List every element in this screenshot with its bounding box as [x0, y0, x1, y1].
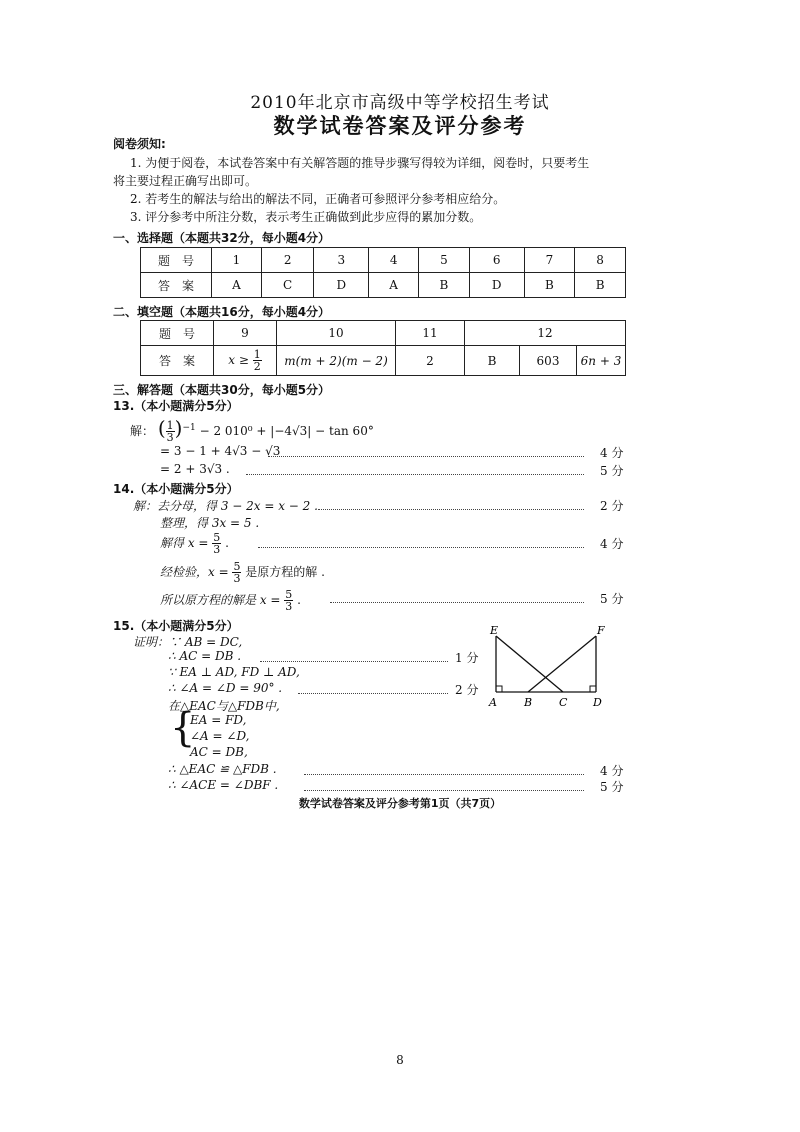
dot-leader	[258, 547, 584, 548]
score-label: 4 分	[600, 446, 624, 460]
answer-cell: A	[212, 273, 262, 298]
proof-line-5: 在△EAC与△FDB中,	[168, 699, 280, 713]
right-angle-mark-d	[590, 686, 596, 692]
dot-leader	[298, 693, 448, 694]
fraction-denominator: 3	[285, 600, 293, 613]
point-label-d: D	[593, 696, 602, 709]
answer-cell-11: 2	[396, 346, 465, 376]
left-brace: {	[170, 705, 196, 751]
question-number: 8	[575, 248, 626, 273]
problem-14-step-4	[160, 560, 325, 584]
problem-13-expression	[130, 417, 374, 443]
answer-cell: B	[524, 273, 575, 298]
answer-cell: B	[419, 273, 470, 298]
problem-13-step-2: = 3 − 1 + 4√3 − √3	[160, 444, 281, 458]
fraction-numerator: 5	[213, 531, 221, 544]
dot-leader	[318, 509, 584, 510]
problem-13-label: 13.（本小题满分5分）	[113, 399, 239, 413]
answer-cell: B	[575, 273, 626, 298]
question-number: 3	[314, 248, 369, 273]
exponent: −1	[182, 423, 196, 433]
answer-cell: D	[314, 273, 369, 298]
section-1-heading: 一、选择题（本题共32分，每小题4分）	[113, 231, 331, 245]
score-label: 4 分	[600, 537, 624, 551]
note-item-2: 2. 若考生的解法与给出的解法不同，正确者可参照评分参考相应给分。	[130, 192, 506, 206]
question-number: 12	[465, 321, 626, 346]
table-row	[141, 346, 626, 376]
table-row	[141, 321, 626, 346]
fraction	[166, 420, 175, 443]
segment-fb	[528, 636, 596, 692]
section-3-heading: 三、解答题（本题共30分，每小题5分）	[113, 383, 331, 397]
left-paren: (	[157, 416, 166, 440]
fraction-denominator: 2	[253, 360, 261, 373]
question-number: 9	[214, 321, 277, 346]
fraction-numerator: 1	[253, 348, 261, 361]
point-label-c: C	[559, 696, 568, 709]
problem-13-step-3: = 2 + 3√3 .	[160, 462, 230, 476]
proof-line-7: ∴ ∠ACE = ∠DBF .	[168, 778, 279, 792]
fraction	[232, 561, 241, 584]
score-label: 2 分	[600, 499, 624, 513]
document-subtitle: 数学试卷答案及评分参考	[273, 113, 527, 138]
note-item-1-cont: 将主要过程正确写出即可。	[113, 174, 258, 188]
dot-leader	[330, 602, 584, 603]
exam-title: 2010年北京市高级中等学校招生考试	[250, 93, 550, 113]
brace-condition-3: AC = DB,	[190, 745, 248, 759]
expression-suffix: 是原方程的解 .	[245, 565, 325, 579]
fraction	[212, 532, 221, 555]
point-label-e: E	[490, 624, 499, 637]
page-footer-note: 数学试卷答案及评分参考第1页（共7页）	[298, 797, 502, 810]
score-label: 4 分	[600, 764, 624, 778]
dot-leader	[246, 474, 584, 475]
problem-14-label: 14.（本小题满分5分）	[113, 482, 239, 496]
table-row	[141, 248, 626, 273]
answer-cell-12c: 6n + 3	[577, 346, 626, 376]
note-item-3: 3. 评分参考中所注分数，表示考生正确做到此步应得的累加分数。	[130, 210, 482, 224]
proof-line-4: ∴ ∠A = ∠D = 90° .	[168, 681, 283, 695]
question-number: 7	[524, 248, 575, 273]
proof-line-3: ∵ EA ⊥ AD, FD ⊥ AD,	[168, 665, 300, 679]
score-label: 5 分	[600, 464, 624, 478]
point-label-a: A	[489, 696, 497, 709]
question-number: 6	[469, 248, 524, 273]
problem-14-step-2: 整理，得 3x = 5 .	[160, 516, 260, 530]
row-head-answer: 答 案	[141, 273, 212, 298]
expression-prefix: 所以原方程的解是 x =	[160, 593, 281, 607]
question-number: 10	[277, 321, 396, 346]
note-item-1: 1. 为便于阅卷，本试卷答案中有关解答题的推导步骤写得较为详细，阅卷时，只要考生	[130, 156, 590, 170]
problem-14-step-3	[160, 531, 229, 555]
question-number: 5	[419, 248, 470, 273]
expression-prefix: 经检验，x =	[160, 565, 229, 579]
point-label-f: F	[597, 624, 605, 637]
problem-15-label: 15.（本小题满分5分）	[113, 619, 239, 633]
point-label-b: B	[524, 696, 533, 709]
answer-cell: A	[369, 273, 419, 298]
dot-leader	[304, 790, 584, 791]
fraction-numerator: 5	[285, 588, 293, 601]
brace-condition-2: ∠A = ∠D,	[190, 729, 250, 743]
expression-suffix: .	[225, 536, 229, 550]
fraction-denominator: 3	[166, 431, 174, 444]
section-2-heading: 二、填空题（本题共16分，每小题4分）	[113, 305, 331, 319]
proof-line-2: ∴ AC = DB .	[168, 649, 242, 663]
fraction-denominator: 3	[233, 572, 241, 585]
answer-cell: C	[261, 273, 314, 298]
score-label: 2 分	[455, 683, 479, 697]
row-head-question: 题 号	[141, 321, 214, 346]
answer-cell-12a: B	[465, 346, 520, 376]
row-head-question: 题 号	[141, 248, 212, 273]
score-label: 5 分	[600, 592, 624, 606]
problem-14-step-1: 解：去分母，得 3 − 2x = x − 2 .	[133, 499, 318, 513]
fraction-numerator: 5	[233, 560, 241, 573]
question-number: 2	[261, 248, 314, 273]
proof-line-1: 证明：∵ AB = DC,	[133, 635, 243, 649]
score-label: 5 分	[600, 780, 624, 794]
fill-blank-answer-table	[140, 320, 626, 376]
question-number: 1	[212, 248, 262, 273]
answer-cell: D	[469, 273, 524, 298]
brace-condition-1: EA = FD,	[190, 713, 247, 727]
score-label: 1 分	[455, 651, 479, 665]
answer-9-prefix: x ≥	[228, 353, 249, 367]
geometry-figure	[480, 620, 620, 712]
expression-suffix: .	[297, 593, 301, 607]
row-head-answer: 答 案	[141, 346, 214, 376]
proof-line-6: ∴ △EAC ≌ △FDB .	[168, 762, 277, 776]
dot-leader	[268, 456, 584, 457]
fraction-denominator: 3	[213, 543, 221, 556]
answer-9-fraction	[253, 349, 262, 372]
question-number: 4	[369, 248, 419, 273]
solve-label: 解：	[130, 424, 155, 438]
right-paren: )	[174, 416, 183, 440]
notes-heading: 阅卷须知:	[113, 137, 166, 151]
dot-leader	[260, 661, 448, 662]
answer-cell-10: m(m + 2)(m − 2)	[277, 346, 396, 376]
answer-cell-12b: 603	[520, 346, 577, 376]
problem-14-step-5	[160, 588, 301, 612]
segment-ec	[496, 636, 563, 692]
expression-rest: − 2 010⁰ + |−4√3| − tan 60°	[199, 424, 374, 438]
question-number: 11	[396, 321, 465, 346]
answer-cell-9	[214, 346, 277, 376]
choice-answer-table	[140, 247, 626, 298]
page-number: 8	[396, 1053, 404, 1067]
table-row	[141, 273, 626, 298]
fraction-numerator: 1	[166, 419, 174, 432]
right-angle-mark-a	[496, 686, 502, 692]
fraction	[284, 589, 293, 612]
dot-leader	[304, 774, 584, 775]
expression-prefix: 解得 x =	[160, 536, 209, 550]
